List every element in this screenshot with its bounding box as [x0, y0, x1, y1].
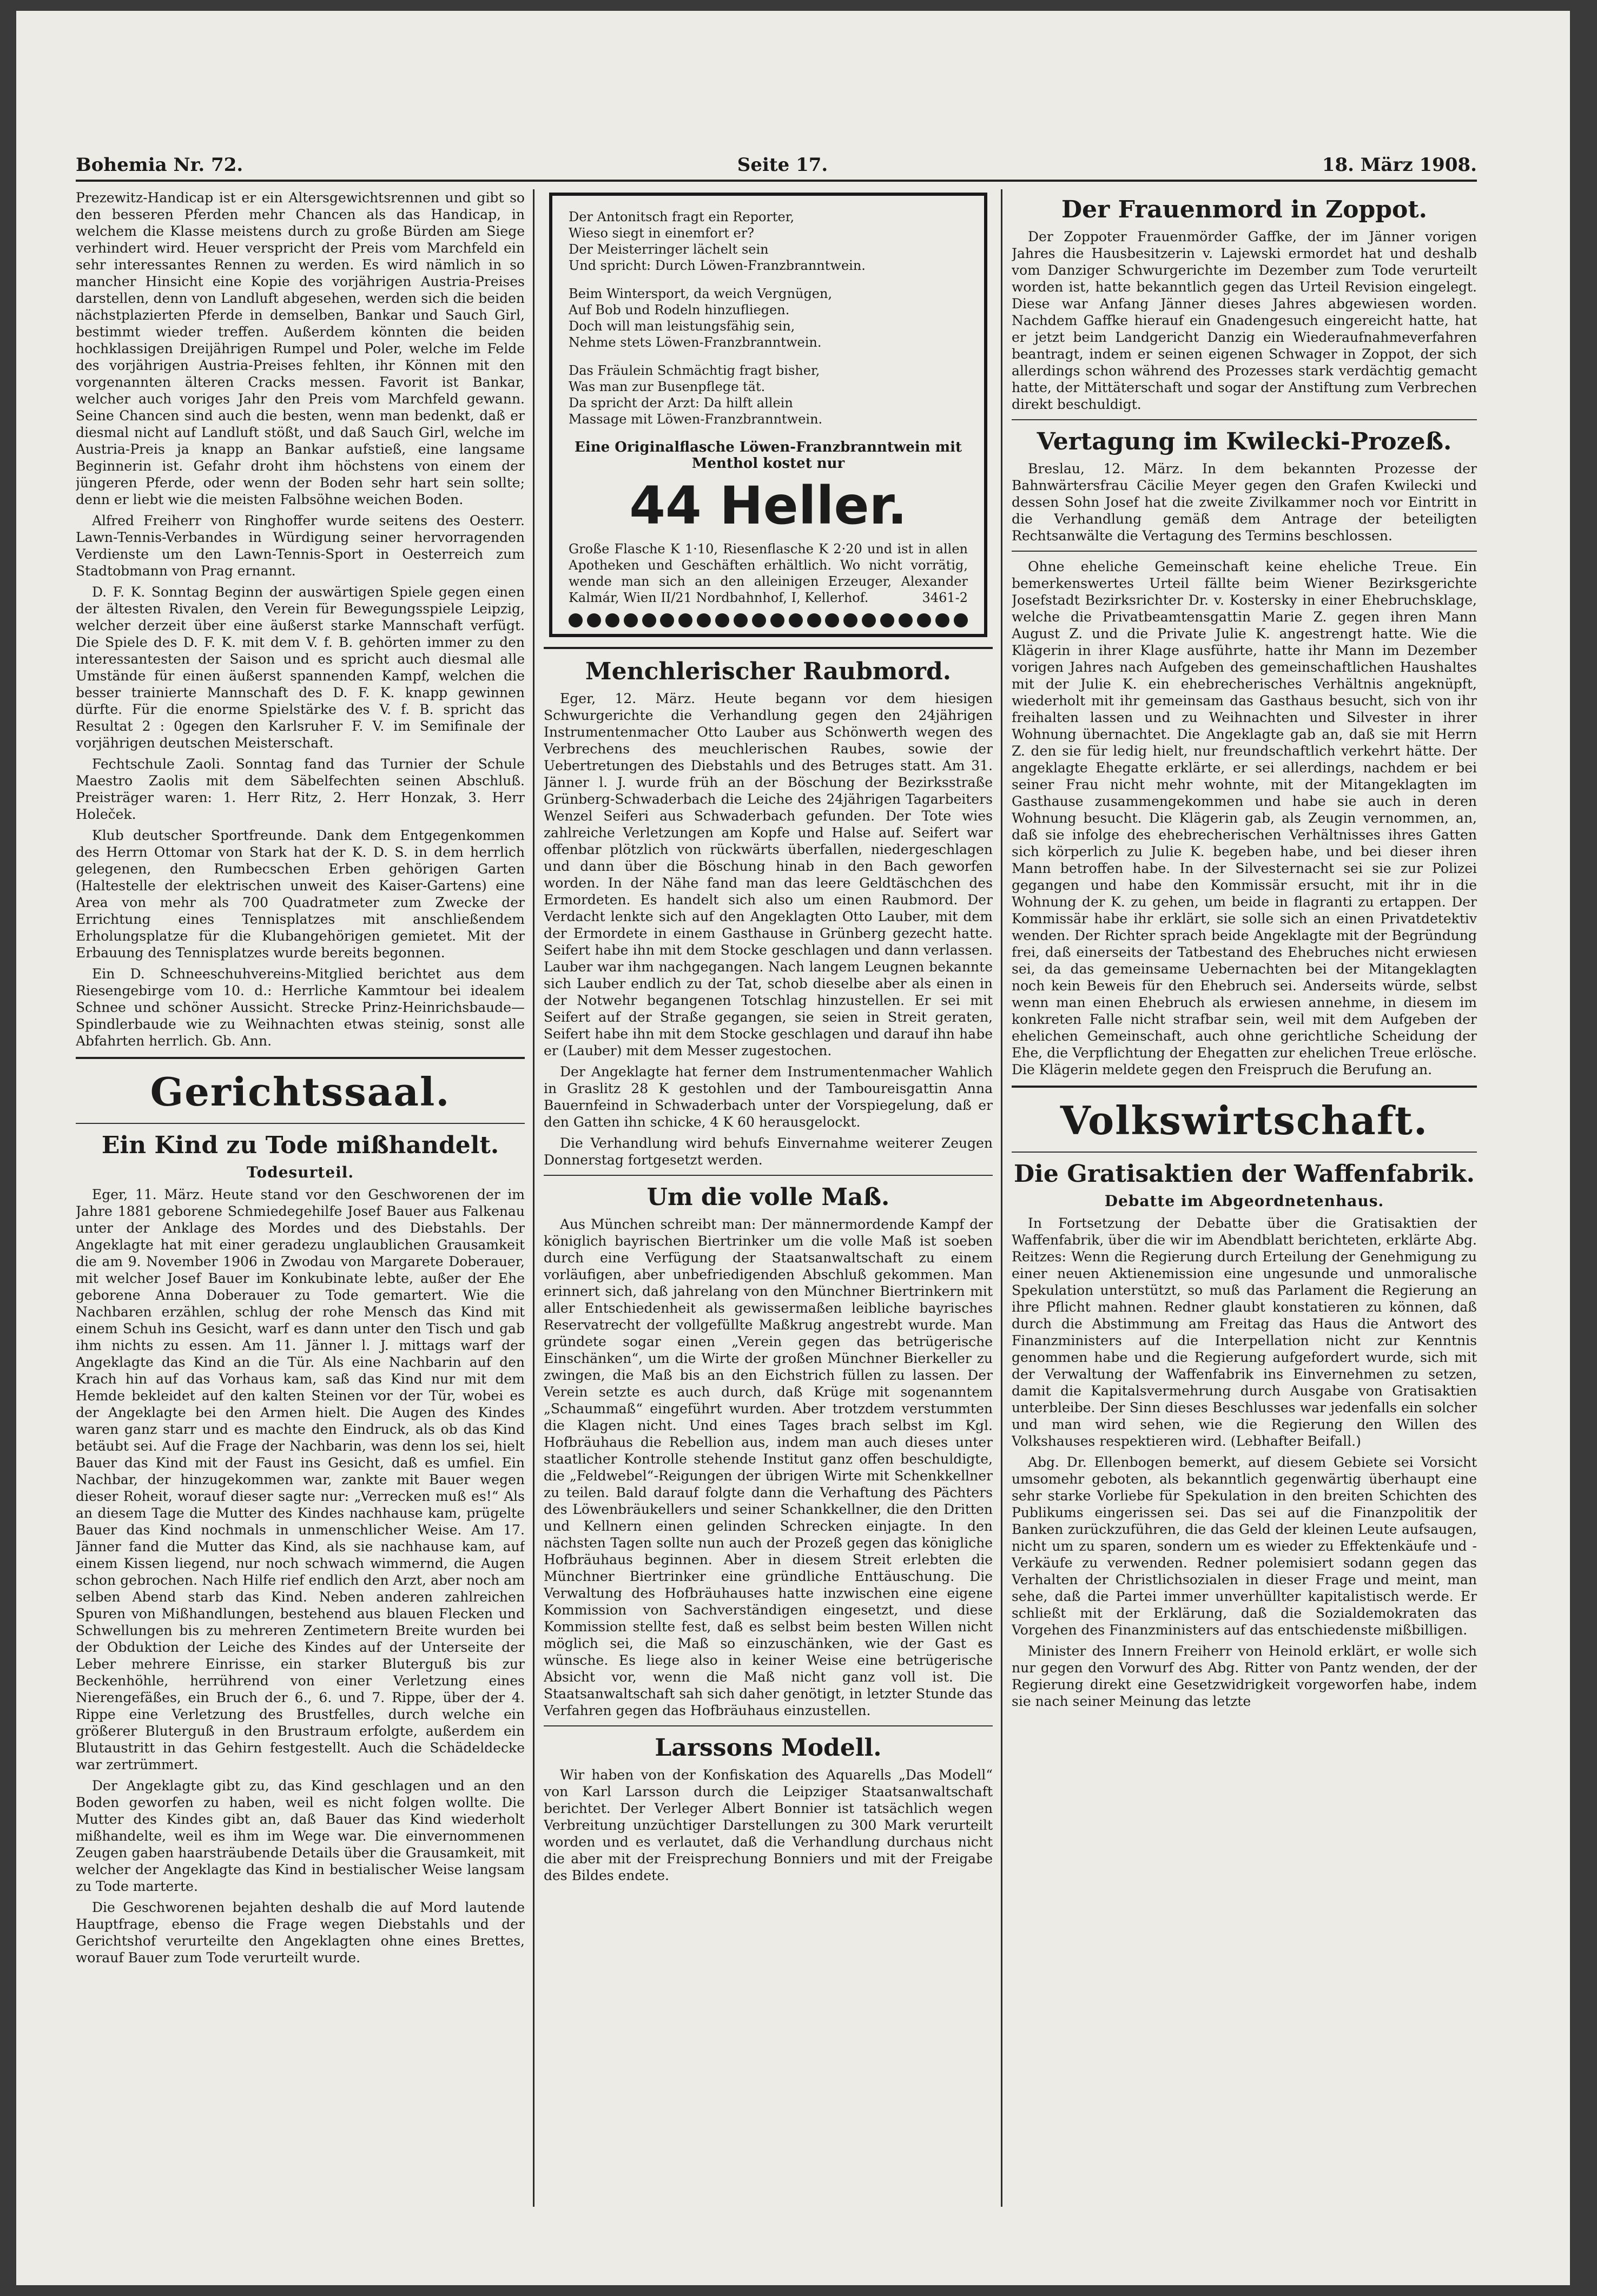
ad-verse-line: Da spricht der Arzt: Da hilft allein	[569, 395, 793, 411]
sport-article-tennis: Alfred Freiherr von Ringhoffer wurde seitens des Oesterr. Lawn-Tennis-Verbandes in Würdigung seiner hervorragenden Verdienste um den Lawn-Tennis-Sport in Oesterreich zum Stadtobmann von Prag ernannt.	[76, 513, 525, 579]
ad-verse-line: Massage mit Löwen-Franzbranntwein.	[569, 412, 823, 427]
article-paragraph: Minister des Innern Freiherr von Heinold erklärt, er wolle sich nur gegen den Vorwurf des Abg. Ritter von Pantz wenden, der der Regierung direkt eine Gesetzwidrigkeit vorgeworfen habe, indem sie nach seiner Meinung das letzte	[1012, 1643, 1477, 1709]
section-rule	[1012, 419, 1477, 420]
ad-verse-line: Auf Bob und Rodeln hinzufliegen.	[569, 302, 790, 317]
column-left	[76, 189, 525, 2212]
ad-dot-border	[569, 613, 968, 627]
column-divider	[533, 189, 534, 2207]
ad-verse-line: Das Fräulein Schmächtig fragt bisher,	[569, 363, 820, 378]
article-paragraph: Aus München schreibt man: Der männermordende Kampf der königlich bayrischen Biertrinker um die volle Maß ist soeben durch eine Verfügung der Staatsanwaltschaft zu einem vorläufigen, aber unbefriedigenden Abschluß gekommen. Man erinnert sich, daß jahrelang von den Münchner Biertrinkern mit aller Entschiedenheit als gewissermaßen leibliche bayrisches Reservatrecht der vollgefüllte Maßkrug angestrebt wurde. Man gründete sogar einen „Verein gegen das betrügerische Einschänken“, um die Wirte der großen Münchner Bierkeller zu zwingen, die Maß bis an den Eichstrich füllen zu lassen. Der Verein setzte es auch durch, daß Krüge mit sogenanntem „Schaummaß“ eingeführt wurden. Aber trotzdem verstummten die Klagen nicht. Und eines Tages brach selbst im Kgl. Hofbräuhaus die Rebellion aus, indem man auch dieses unter staatlicher Kontrolle stehende Institut ganz offen beschuldigte, die „Feldwebel“-Reigungen der übrigen Wirte mit Schenkkellner zu teilen. Bald darauf folgte dann die Verhaftung des Pächters des Löwenbräukellers und seiner Schankkellner, die den Dritten und Kellnern einen gelinden Schrecken einjagte. In den nächsten Tagen sollte nun auch der Prozeß gegen das königliche Hofbräuhaus beginnen. Aber in diesem Streit erlebten die Münchner Biertrinker eine gründliche Enttäuschung. Die Verwaltung des Hofbräuhauses hatte inzwischen eine eigene Kommission von Sachverständigen eingesetzt, und diese Kommission stellte fest, daß es selbst beim besten Willen nicht möglich sei, die Maß so einzuschänken, wie der Gast es wünsche. Es liege also in keiner Weise eine betrügerische Absicht vor, wenn die Maß nicht ganz voll ist. Die Staatsanwaltschaft sah sich daher genötigt, in letzter Stunde das Verfahren gegen das Hofbräuhaus einzustellen.	[544, 1216, 993, 1718]
section-title-court: Gerichtssaal.	[150, 1069, 451, 1115]
article-paragraph: Breslau, 12. März. In dem bekannten Prozesse der Bahnwärtersfrau Cäcilie Meyer gegen den Grafen Kwilecki und dessen Sohn Josef hat die zweite Zivilkammer noch vor Eintritt in die Verhandlung gemäß dem Antrage der beteiligten Rechtsanwälte die Vertagung des Termins beschlossen.	[1012, 461, 1477, 544]
section-rule	[1012, 1152, 1477, 1153]
ad-verse-line: Der Meisterringer lächelt sein	[569, 242, 769, 257]
sport-article-football: D. F. K. Sonntag Beginn der auswärtigen Spiele gegen einen der ältesten Rivalen, den Verein für Bewegungsspiele Leipzig, welcher derzeit über eine äußerst starke Mannschaft verfügt. Die Spiele des D. F. K. mit dem V. f. B. gehörten immer zu den interessantesten der Saison und es spricht auch diesmal alle Umstände für einen äußerst spannenden Kampf, welchen die besser trainierte Mannschaft des D. F. K. knapp gewinnen dürfte. Für die enorme Spielstärke des V. f. B. spricht das Resultat 2 : 0gegen den Karlsruher F. V. im Semifinale der vorjährigen deutschen Meisterschaft.	[76, 584, 525, 751]
article-subheadline: Todesurteil.	[246, 1163, 354, 1181]
ad-verse	[569, 362, 968, 427]
section-title-economy: Volkswirtschaft.	[1060, 1097, 1429, 1143]
article-paragraph: Ohne eheliche Gemeinschaft keine eheliche Treue. Ein bemerkenswertes Urteil fällte beim Wiener Bezirksgerichte Josefstadt Bezirksrichter Dr. v. Kostersky in einer Ehebruchsklage, welche die Privatbeamtensgattin Marie Z. gegen ihren Mann August Z. und die Private Julie K. angestrengt hatte. Wie die Klägerin in ihrer Klage ausführte, hatte ihr Mann im Dezember vorigen Jahres nach Aufgeben des gemeinschaftlichen Haushaltes mit der Julie K. ein ehebrecherisches Verhältnis angeknüpft, wiederholt mit ihr gemeinsam das Gasthaus besucht, sich von ihr freihalten lassen und zu Weihnachten und Silvester in ihrer Wohnung übernachtet. Die Angeklagte gab an, daß sie mit Herrn Z. den sie für ledig hielt, nur freundschaftlich verkehrt hätte. Der angeklagte Ehegatte erklärte, er sei allerdings, nachdem er bei seiner Frau nicht mehr wohnte, mit der Mitangeklagten im Gasthause zusammengekommen und habe sie auch in deren Wohnung besucht. Die Klägerin gab, als Zeugin vernommen, an, daß sie infolge des ehebrecherischen Verhältnisses ihres Gatten sich körperlich zu Julie K. begeben habe, und bei dieser ihren Mann betroffen habe. In der Silvesternacht sei sie zur Polizei gegangen und habe den Kommissär ersucht, mit ihr in die Wohnung der K. zu gehen, um beide in flagranti zu ertappen. Der Kommissär habe ihr erklärt, sie solle sich an einen Privatdetektiv wenden. Der Richter sprach beide Angeklagte mit der Begründung frei, daß einerseits der Tatbestand des Ehebruches nicht erwiesen sei, da das gemeinsame Uebernachten bei der Mitangeklagten noch kein Beweis für den Ehebruch sei. Anderseits würde, selbst wenn man einen Ehebruch als erwiesen annehme, in diesem im konkreten Falle nicht strafbar sein, weil mit dem Aufgeben der ehelichen Gemeinschaft, auch ohne gerichtliche Scheidung der Ehe, die Verpflichtung der Ehegatten zur ehelichen Treue erlösche. Die Klägerin meldete gegen den Freispruch die Berufung an.	[1012, 559, 1477, 1077]
article-subheadline: Debatte im Abgeordnetenhaus.	[1104, 1192, 1384, 1210]
article-headline: Larssons Modell.	[655, 1734, 882, 1762]
section-rule	[1012, 1086, 1477, 1088]
article-paragraph: Eger, 12. März. Heute begann vor dem hiesigen Schwurgerichte die Verhandlung gegen den 24jährigen Instrumentenmacher Otto Lauber aus Schönwerth wegen des Verbrechens des meuchlerischen Raubes, sowie der Uebertretungen des Diebstahls und des Betruges statt. Am 31. Jänner l. J. wurde früh an der Böschung der Bezirksstraße Grünberg-Schwaderbach die Leiche des 24jährigen Tagarbeiters Wenzel Seiferi aus Schwaderbach gefunden. Der Tote wies zahlreiche Verletzungen am Kopfe und Halse auf. Seifert war offenbar plötzlich von rückwärts überfallen, niedergeschlagen und dann über die Böschung hinab in den Bach geworfen worden. In der Nähe fand man das leere Geldtäschchen des Ermordeten. Es handelt sich also um einen Raubmord. Der Verdacht lenkte sich auf den Angeklagten Otto Lauber, mit dem der Ermordete in einem Gasthause in Grünberg gezecht hatte. Seifert habe ihn mit dem Stocke geschlagen und dann verlassen. Lauber war ihm nachgegangen. Nach langem Leugnen bekannte sich Lauber endlich zu der Tat, schob dieselbe aber als einen in der Notwehr begangenen Totschlag hinzustellen. Er sei mit Seifert auf der Straße gegangen, sie seien in Streit geraten, Seifert habe ihn mit dem Stocke geschlagen und darauf ihn habe er (Lauber) mit dem Messer zugestochen.	[544, 691, 993, 1058]
article-headline: Die Gratisaktien der Waffenfabrik.	[1014, 1160, 1475, 1188]
section-rule	[544, 1725, 993, 1726]
article-paragraph: Die Geschworenen bejahten deshalb die auf Mord lautende Hauptfrage, ebenso die Frage wegen Diebstahls und der Gerichtshof verurteilte den Angeklagten ohne eines Brettes, worauf Bauer zum Tode verurteilt wurde.	[76, 1900, 525, 1966]
masthead-rule	[76, 180, 1477, 182]
ad-verse-line: Und spricht: Durch Löwen-Franzbranntwein.	[569, 258, 866, 273]
masthead	[76, 138, 1477, 176]
section-rule	[544, 1175, 993, 1176]
masthead-paper-name: Bohemia Nr. 72.	[76, 154, 243, 176]
article-paragraph: Der Angeklagte hat ferner dem Instrumentenmacher Wahlich in Graslitz 28 K gestohlen und der Tamboureisgattin Anna Bauernfeind in Schwaderbach unter der Vorspiegelung, daß er den Gatten ihn schicke, 4 K 60 herausgelockt.	[544, 1064, 993, 1130]
article-paragraph: Die Verhandlung wird behufs Einvernahme weiterer Zeugen Donnerstag fortgesetzt werden.	[544, 1135, 993, 1168]
section-rule	[544, 647, 993, 649]
article-headline: Ein Kind zu Tode mißhandelt.	[101, 1132, 499, 1159]
ad-verse-line: Nehme stets Löwen-Franzbranntwein.	[569, 335, 822, 350]
masthead-page-number: Seite 17.	[737, 154, 828, 176]
article-paragraph: In Fortsetzung der Debatte über die Gratisaktien der Waffenfabrik, über die wir im Abendblatt berichteten, erklärte Abg. Reitzes: Wenn die Regierung durch Erteilung der Genehmigung zu einer neuen Aktienemission eine ungesunde und unmoralische Spekulation unterstützt, so muß das Parlament die Regierung an ihre Pflicht mahnen. Redner glaubt konstatieren zu können, daß durch die Abstimmung am Freitag das Haus die Antwort des Finanzministers auf die Interpellation nicht zur Kenntnis genommen habe und die Regierung aufgefordert wurde, sich mit der Verwaltung der Waffenfabrik ins Einvernehmen zu setzen, damit die Kapitalsvermehrung durch Ausgabe von Gratisaktien unterbleibe. Der Sinn dieses Beschlusses war jedenfalls ein solcher und man wird sehen, wie die Regierung den Willen des Volkshauses respektieren wird. (Lebhafter Beifall.)	[1012, 1215, 1477, 1449]
article-headline: Der Frauenmord in Zoppot.	[1061, 196, 1427, 223]
ad-offer: Eine Originalflasche Löwen-Franzbranntwein mit Menthol kostet nur	[575, 439, 962, 472]
ad-details-text: Große Flasche K 1·10, Riesenflasche K 2·20 und ist in allen Apotheken und Geschäften erhältlich. Wo nicht vorrätig, wende man sich an den alleinigen Erzeuger, Alexander Kalmár, Wien II/21 Nordbahnhof, I, Kellerhof.	[569, 541, 968, 605]
ad-verse-line: Der Antonitsch fragt ein Reporter,	[569, 209, 795, 224]
newspaper-page	[16, 11, 1570, 2285]
ad-verse-line: Beim Wintersport, da weich Vergnügen,	[569, 286, 833, 301]
article-headline: Menchlerischer Raubmord.	[585, 658, 952, 685]
article-paragraph: Wir haben von der Konfiskation des Aquarells „Das Modell“ von Karl Larsson durch die Leipziger Staatsanwaltschaft berichtet. Der Verleger Albert Bonnier ist tatsächlich wegen Verbreitung unzüchtiger Darstellungen zu 300 Mark verurteilt worden und es verlautet, daß die Verhandlung durchaus nicht die aber mit der Freisprechung Bonniers und mit der Freigabe des Bildes endete.	[544, 1767, 993, 1883]
article-paragraph: Der Zoppoter Frauenmörder Gaffke, der im Jänner vorigen Jahres die Hausbesitzerin v. Lajewski ermordet hat und deshalb vom Danziger Schwurgerichte im Dezember zum Tode verurteilt worden ist, hatte bekanntlich gegen das Urteil Revision eingelegt. Diese war Anfang Jänner dieses Jahres abgewiesen worden. Nachdem Gaffke hierauf ein Gnadengesuch eingereicht hatte, hat er jetzt beim Landgericht Danzig ein Wiederaufnahmeverfahren beantragt, indem er seinen eigenen Schwager in Zoppot, der sich allerdings schon während des Prozesses stark verdächtig gemacht hatte, der Mittäterschaft und sogar der Anstiftung zum Verbrechen direkt beschuldigt.	[1012, 229, 1477, 412]
ad-details	[569, 541, 968, 606]
ad-verse-line: Was man zur Busenpflege tät.	[569, 379, 765, 394]
column-middle	[544, 189, 993, 2212]
section-rule	[76, 1057, 525, 1059]
section-rule	[1012, 551, 1477, 552]
advertisement-box	[549, 193, 987, 637]
sport-article-fencing: Fechtschule Zaoli. Sonntag fand das Turnier der Schule Maestro Zaolis mit dem Säbelfechten seinen Abschluß. Preisträger waren: 1. Herr Ritz, 2. Herr Honzak, 3. Herr Holeček.	[76, 756, 525, 822]
column-divider	[1001, 189, 1002, 2207]
section-rule	[76, 1123, 525, 1124]
ad-verse	[569, 209, 968, 274]
ad-code: 3461-2	[922, 590, 968, 605]
article-paragraph: Der Angeklagte gibt zu, das Kind geschlagen und an den Boden geworfen zu haben, weil es nicht folgen wollte. Die Mutter des Kindes gibt an, daß Bauer das Kind wiederholt mißhandelte, weil es ihm im Wege war. Die einvernommenen Zeugen gaben haarsträubende Details über die Grausamkeit, mit welcher der Angeklagte das Kind in bestialischer Weise langsam zu Tode marterte.	[76, 1778, 525, 1894]
sport-article-ski: Ein D. Schneeschuhvereins-Mitglied berichtet aus dem Riesengebirge vom 10. d.: Herrliche Kammtour bei idealem Schnee und schöner Aussicht. Strecke Prinz-Heinrichsbaude—Spindlerbaude wie zu Weihnachten etwas steinig, sonst alle Abfahrten herrlich. Gb. Ann.	[76, 966, 525, 1049]
column-right	[1012, 189, 1477, 2212]
ad-verse	[569, 286, 968, 350]
article-headline: Um die volle Maß.	[646, 1183, 890, 1211]
sport-article-horse-racing: Prezewitz-Handicap ist er ein Altersgewichtsrennen und gibt so den besseren Pferden mehr Chancen als das Handicap, in welchem die Klasse meistens durch zu große Bürden am Siege verhindert wird. Heuer verspricht der Preis vom Marchfeld ein sehr interessantes Rennen zu werden. Es wird nämlich in so mancher Hinsicht eine Kopie des vorjährigen Austria-Preises darstellen, denn von Landluft abgesehen, werden sich die beiden nächstplazierten Pferde in demselben, Bankar und Sauch Girl, bestimmt wieder treffen. Außerdem könnten die beiden hochklassigen Dreijährigen Rumpel und Poler, welche im Felde des vorjährigen Austria-Preises fehlten, ihr Können mit den vorgenannten älteren Cracks messen. Favorit ist Bankar, welcher auch voriges Jahr den Preis vom Marchfeld gewann. Seine Chancen sind auch die besten, wenn man bedenkt, daß er diesmal nicht auf Landluft stößt, und daß Sauch Girl, welche im Austria-Preis ja knapp an Bankar aufstieß, eine langsame Beginnerin ist. Gefahr droht ihm höchstens von einem der jüngeren Pferde, oder wenn der Boden sehr hart sein sollte; denn er liebt wie die meisten Falbsöhne weichen Boden.	[76, 190, 525, 507]
ad-price: 44 Heller.	[629, 475, 907, 536]
masthead-date: 18. März 1908.	[1322, 154, 1477, 176]
sport-article-club: Klub deutscher Sportfreunde. Dank dem Entgegenkommen des Herrn Ottomar von Stark hat der K. D. S. in dem herrlich gelegenen, den Rumbecschen Erben gehörigen Garten (Haltestelle der elektrischen unweit des Kaiser-Gartens) eine Area von mehr als 700 Quadratmeter zum Zwecke der Errichtung eines Tennisplatzes mit anschließendem Erholungsplatze für die Klubangehörigen gemietet. Mit der Erbauung des Tennisplatzes wurde bereits begonnen.	[76, 828, 525, 961]
ad-verse-line: Doch will man leistungsfähig sein,	[569, 319, 795, 334]
ad-verse-line: Wieso siegt in einemfort er?	[569, 226, 755, 241]
article-paragraph: Abg. Dr. Ellenbogen bemerkt, auf diesem Gebiete sei Vorsicht umsomehr geboten, als bekanntlich gegenwärtig überhaupt eine sehr starke Vorliebe für Spekulation in den breiten Schichten des Publikums eingerissen sei. Das sei auf die Finanzpolitik der Banken zurückzuführen, die das Geld der kleinen Leute aufsaugen, nicht um zu sparen, sondern um es wieder zu Effektenkäufe und -Verkäufe zu verwenden. Redner polemisiert sodann gegen das Verhalten der Christlichsozialen in dieser Frage und meint, man sehe, daß die Partei immer unverhüllter kapitalistisch werde. Er schließt mit der Erklärung, daß die Sozialdemokraten das Vorgehen des Finanzministers auf das entschiedenste mißbilligen.	[1012, 1454, 1477, 1638]
article-headline: Vertagung im Kwilecki-Prozeß.	[1037, 428, 1452, 455]
article-paragraph: Eger, 11. März. Heute stand vor den Geschworenen der im Jahre 1881 geborene Schmiedegehilfe Josef Bauer aus Falkenau unter der Anklage des Mordes und des Diebstahls. Der Angeklagte hat mit einer geradezu unglaublichen Grausamkeit die am 9. November 1906 in Zwodau von Margarete Doberauer, mit welcher Josef Bauer im Konkubinate lebte, außer der Ehe geborene Anna Doberauer zu Tode gemartert. Wie die Nachbaren erzählen, schlug der rohe Mensch das Kind mit einem Schuh ins Gesicht, warf es dann unter den Tisch und gab ihm nichts zu essen. Am 11. Jänner l. J. mittags warf der Angeklagte das Kind an die Tür. Als eine Nachbarin auf den Krach hin auf das Vorhaus kam, saß das Kind nur mit dem Hemde bekleidet auf den kalten Steinen vor der Tür, wobei es der Angeklagte bei den Armen hielt. Die Augen des Kindes waren ganz starr und es machte den Eindruck, als ob das Kind betäubt sei. Auf die Frage der Nachbarin, was denn los sei, hielt Bauer das Kind mit der Faust ins Gesicht, daß es umfiel. Ein Nachbar, der hinzugekommen war, zankte mit Bauer wegen dieser Roheit, worauf dieser sagte nur: „Verrecken muß es!“ Als an diesem Tage die Mutter des Kindes nachhause kam, prügelte Bauer das Kind nochmals in unmenschlicher Weise. Am 17. Jänner fand die Mutter das Kind, als sie nachhause kam, auf einem Kissen liegend, nur noch schwach wimmernd, die Augen schon gebrochen. Nach Hilfe rief endlich den Arzt, aber noch am selben Abend starb das Kind. Neben anderen zahlreichen Spuren von Mißhandlungen, bestehend aus blauen Flecken und Schwellungen bis zu mehreren Zentimetern Breite wurden bei der Obduktion der Leiche des Kindes auf der Unterseite der Leber mehrere Einrisse, ein starker Bluterguß bis zur Beckenhöhle, herrührend von einer Verletzung eines Nierengefäßes, ein Bruch der 6., 6. und 7. Rippe, über der 4. Rippe eine Verletzung des Brustfelles, durch welche ein größerer Bluterguß in den Brustraum erfolgte, außerdem ein Blutaustritt in das Gehirn festgestellt. Auch die Schädeldecke war zertrümmert.	[76, 1187, 525, 1772]
